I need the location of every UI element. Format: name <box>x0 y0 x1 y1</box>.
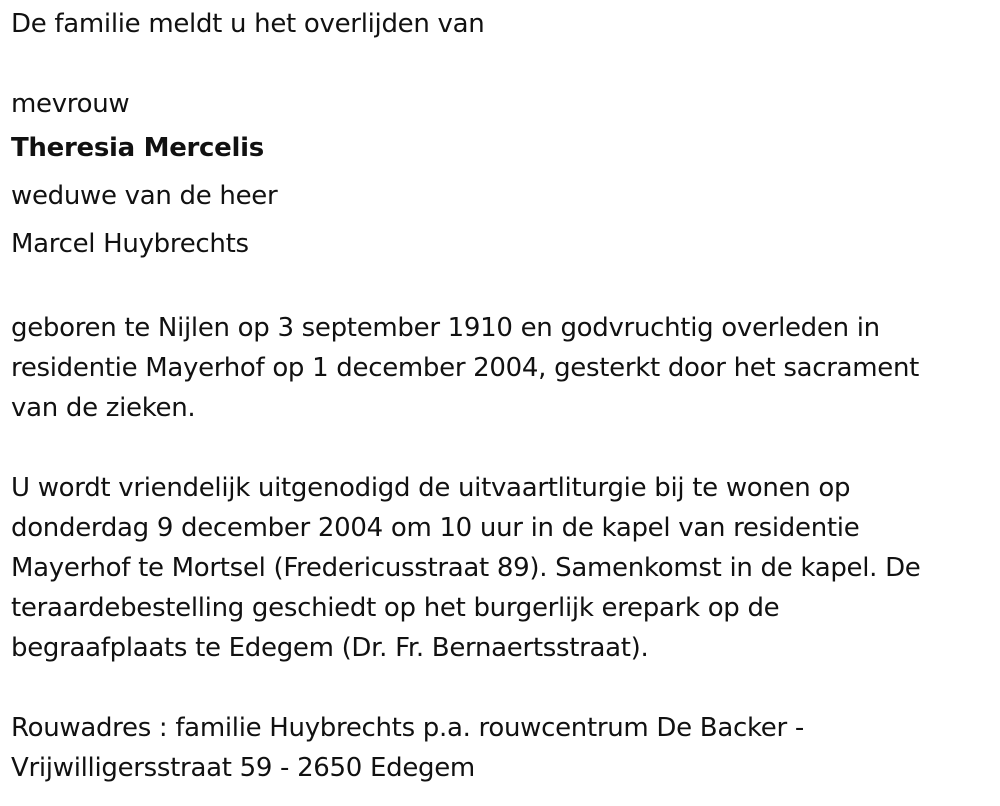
paragraph-line: teraardebestelling geschiedt op het burgerlijk erepark op de <box>11 593 780 623</box>
spouse-name: Marcel Huybrechts <box>11 229 249 259</box>
paragraph-line: begraafplaats te Edegem (Dr. Fr. Bernaertsstraat). <box>11 633 649 663</box>
birth-death-paragraph <box>11 308 986 428</box>
spacer <box>11 668 986 708</box>
paragraph-line: geboren te Nijlen op 3 september 1910 en godvruchtig overleden in <box>11 313 880 343</box>
paragraph-line: van de zieken. <box>11 393 196 423</box>
paragraph-line: U wordt vriendelijk uitgenodigd de uitvaartliturgie bij te wonen op <box>11 473 851 503</box>
paragraph-line: residentie Mayerhof op 1 december 2004, gesterkt door het sacrament <box>11 353 920 383</box>
address-line: Rouwadres : familie Huybrechts p.a. rouwcentrum De Backer - <box>11 713 804 743</box>
paragraph-line: donderdag 9 december 2004 om 10 uur in de kapel van residentie <box>11 513 860 543</box>
intro-line: De familie meldt u het overlijden van <box>11 9 485 39</box>
paragraph-line: Mayerhof te Mortsel (Fredericusstraat 89). Samenkomst in de kapel. De <box>11 553 921 583</box>
spacer <box>11 44 986 84</box>
spacer <box>11 428 986 468</box>
funeral-paragraph <box>11 468 986 668</box>
deceased-name: Theresia Mercelis <box>11 133 264 163</box>
honorific: mevrouw <box>11 89 130 119</box>
mourning-address <box>11 708 986 788</box>
relation-line: weduwe van de heer <box>11 181 278 211</box>
death-notice <box>11 4 986 788</box>
address-line: Vrijwilligersstraat 59 - 2650 Edegem <box>11 753 475 783</box>
spacer <box>11 268 986 308</box>
